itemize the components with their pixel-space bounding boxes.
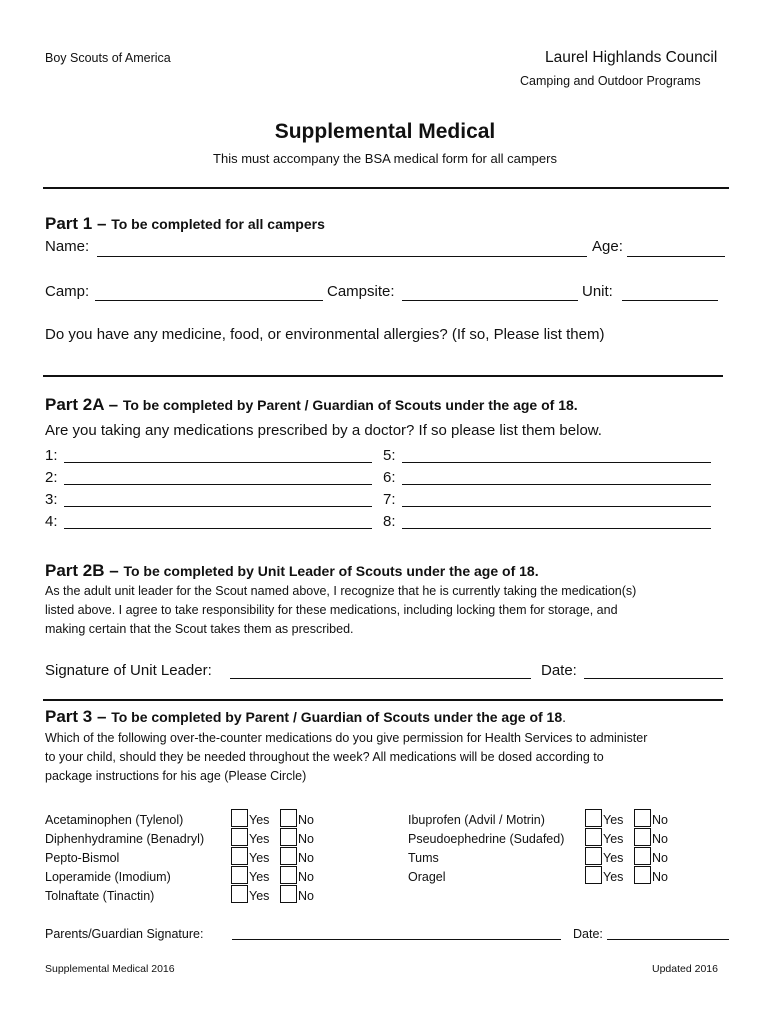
org-name: Boy Scouts of America bbox=[45, 51, 171, 65]
yes-checkbox[interactable] bbox=[231, 828, 248, 846]
no-checkbox[interactable] bbox=[280, 866, 297, 884]
no-checkbox[interactable] bbox=[634, 809, 651, 827]
yes-label: Yes bbox=[249, 889, 270, 903]
footer-left: Supplemental Medical 2016 bbox=[45, 963, 175, 975]
no-label: No bbox=[298, 870, 314, 884]
yes-label: Yes bbox=[249, 870, 270, 884]
medication-question: Are you taking any medications prescribed by a doctor? If so please list them below. bbox=[45, 422, 602, 439]
med-name-ibuprofen: Ibuprofen (Advil / Motrin) bbox=[408, 813, 545, 827]
part2b-divider bbox=[43, 699, 723, 701]
no-label: No bbox=[298, 851, 314, 865]
part2b-title: Part 2B bbox=[45, 561, 105, 580]
camp-label: Camp: bbox=[45, 283, 90, 300]
no-label: No bbox=[652, 870, 668, 884]
med-number-3: 3: bbox=[45, 491, 58, 508]
no-checkbox[interactable] bbox=[634, 866, 651, 884]
department-name: Camping and Outdoor Programs bbox=[520, 74, 701, 88]
no-label: No bbox=[298, 889, 314, 903]
part3-description: To be completed by Parent / Guardian of Scouts under the age of 18 bbox=[111, 709, 563, 725]
yes-checkbox[interactable] bbox=[231, 847, 248, 865]
med-name-tolnaftate: Tolnaftate (Tinactin) bbox=[45, 889, 155, 903]
campsite-field[interactable] bbox=[402, 300, 578, 301]
yes-checkbox[interactable] bbox=[231, 885, 248, 903]
unit-leader-signature-label: Signature of Unit Leader: bbox=[45, 662, 212, 679]
med-field-4[interactable] bbox=[64, 528, 372, 529]
yes-checkbox[interactable] bbox=[585, 866, 602, 884]
part2b-heading bbox=[45, 561, 539, 581]
camp-field[interactable] bbox=[95, 300, 323, 301]
part2a-heading bbox=[45, 395, 578, 415]
guardian-date-field[interactable] bbox=[607, 939, 729, 940]
med-field-2[interactable] bbox=[64, 484, 372, 485]
part3-heading bbox=[45, 707, 566, 727]
unit-leader-date-label: Date: bbox=[541, 662, 577, 679]
med-field-7[interactable] bbox=[402, 506, 711, 507]
part2a-dash: – bbox=[108, 395, 119, 414]
med-number-2: 2: bbox=[45, 469, 58, 486]
part1-dash: – bbox=[96, 214, 107, 233]
med-name-pepto-bismol: Pepto-Bismol bbox=[45, 851, 120, 865]
part1-title: Part 1 bbox=[45, 214, 93, 233]
part1-heading bbox=[45, 214, 325, 234]
yes-label: Yes bbox=[249, 832, 270, 846]
no-label: No bbox=[298, 832, 314, 846]
name-label: Name: bbox=[45, 238, 90, 255]
age-field[interactable] bbox=[627, 256, 725, 257]
part2b-text-line: listed above. I agree to take responsibility for these medications, including locking them for storage, and bbox=[45, 603, 618, 617]
med-name-diphenhydramine: Diphenhydramine (Benadryl) bbox=[45, 832, 205, 846]
allergy-question: Do you have any medicine, food, or environmental allergies? (If so, Please list them) bbox=[45, 326, 605, 343]
yes-label: Yes bbox=[603, 870, 624, 884]
yes-checkbox[interactable] bbox=[585, 828, 602, 846]
age-label: Age: bbox=[592, 238, 623, 255]
yes-checkbox[interactable] bbox=[585, 847, 602, 865]
no-checkbox[interactable] bbox=[280, 828, 297, 846]
yes-label: Yes bbox=[603, 813, 624, 827]
no-checkbox[interactable] bbox=[634, 828, 651, 846]
allergy-field[interactable] bbox=[43, 375, 723, 377]
unit-label: Unit: bbox=[582, 283, 613, 300]
part3-title: Part 3 bbox=[45, 707, 93, 726]
med-field-3[interactable] bbox=[64, 506, 372, 507]
med-field-1[interactable] bbox=[64, 462, 372, 463]
no-label: No bbox=[652, 832, 668, 846]
campsite-label: Campsite: bbox=[327, 283, 395, 300]
med-number-6: 6: bbox=[383, 469, 396, 486]
unit-field[interactable] bbox=[622, 300, 718, 301]
guardian-signature-label: Parents/Guardian Signature: bbox=[45, 927, 204, 941]
guardian-signature-field[interactable] bbox=[232, 939, 561, 940]
council-name: Laurel Highlands Council bbox=[545, 49, 718, 66]
page-subtitle: This must accompany the BSA medical form for all campers bbox=[213, 151, 557, 166]
med-name-tums: Tums bbox=[408, 851, 439, 865]
part3-description-end: . bbox=[562, 709, 567, 725]
yes-checkbox[interactable] bbox=[585, 809, 602, 827]
no-checkbox[interactable] bbox=[280, 847, 297, 865]
med-field-6[interactable] bbox=[402, 484, 711, 485]
med-name-acetaminophen: Acetaminophen (Tylenol) bbox=[45, 813, 184, 827]
part3-text-line: to your child, should they be needed throughout the week? All medications will be dosed according to bbox=[45, 750, 604, 764]
med-field-5[interactable] bbox=[402, 462, 711, 463]
no-checkbox[interactable] bbox=[280, 809, 297, 827]
yes-checkbox[interactable] bbox=[231, 809, 248, 827]
unit-leader-date-field[interactable] bbox=[584, 678, 723, 679]
med-name-pseudoephedrine: Pseudoephedrine (Sudafed) bbox=[408, 832, 565, 846]
med-number-4: 4: bbox=[45, 513, 58, 530]
no-label: No bbox=[652, 851, 668, 865]
no-checkbox[interactable] bbox=[280, 885, 297, 903]
med-name-oragel: Oragel bbox=[408, 870, 446, 884]
part2a-title: Part 2A bbox=[45, 395, 104, 414]
med-name-loperamide: Loperamide (Imodium) bbox=[45, 870, 171, 884]
yes-label: Yes bbox=[249, 851, 270, 865]
part2a-description: To be completed by Parent / Guardian of Scouts under the age of 18. bbox=[122, 397, 578, 413]
part2b-text-line: making certain that the Scout takes them as prescribed. bbox=[45, 622, 354, 636]
med-number-1: 1: bbox=[45, 447, 58, 464]
part3-text-line: Which of the following over-the-counter medications do you give permission for Health Services to administer bbox=[45, 731, 648, 745]
part2b-description: To be completed by Unit Leader of Scouts under the age of 18. bbox=[123, 563, 539, 579]
med-number-8: 8: bbox=[383, 513, 396, 530]
part3-text-line: package instructions for his age (Please Circle) bbox=[45, 769, 307, 783]
name-field[interactable] bbox=[97, 256, 587, 257]
part3-dash: – bbox=[96, 707, 107, 726]
med-field-8[interactable] bbox=[402, 528, 711, 529]
yes-label: Yes bbox=[603, 851, 624, 865]
part2b-text-line: As the adult unit leader for the Scout named above, I recognize that he is currently taking the medication(s) bbox=[45, 584, 637, 598]
part1-description: To be completed for all campers bbox=[111, 216, 325, 232]
page-title: Supplemental Medical bbox=[274, 120, 496, 143]
guardian-date-label: Date: bbox=[573, 927, 603, 941]
yes-label: Yes bbox=[603, 832, 624, 846]
no-label: No bbox=[652, 813, 668, 827]
yes-label: Yes bbox=[249, 813, 270, 827]
yes-checkbox[interactable] bbox=[231, 866, 248, 884]
part2b-dash: – bbox=[109, 561, 119, 580]
no-checkbox[interactable] bbox=[634, 847, 651, 865]
footer-right: Updated 2016 bbox=[652, 963, 718, 975]
med-number-7: 7: bbox=[383, 491, 396, 508]
title-divider bbox=[43, 187, 729, 189]
med-number-5: 5: bbox=[383, 447, 396, 464]
unit-leader-signature-field[interactable] bbox=[230, 678, 531, 679]
no-label: No bbox=[298, 813, 314, 827]
